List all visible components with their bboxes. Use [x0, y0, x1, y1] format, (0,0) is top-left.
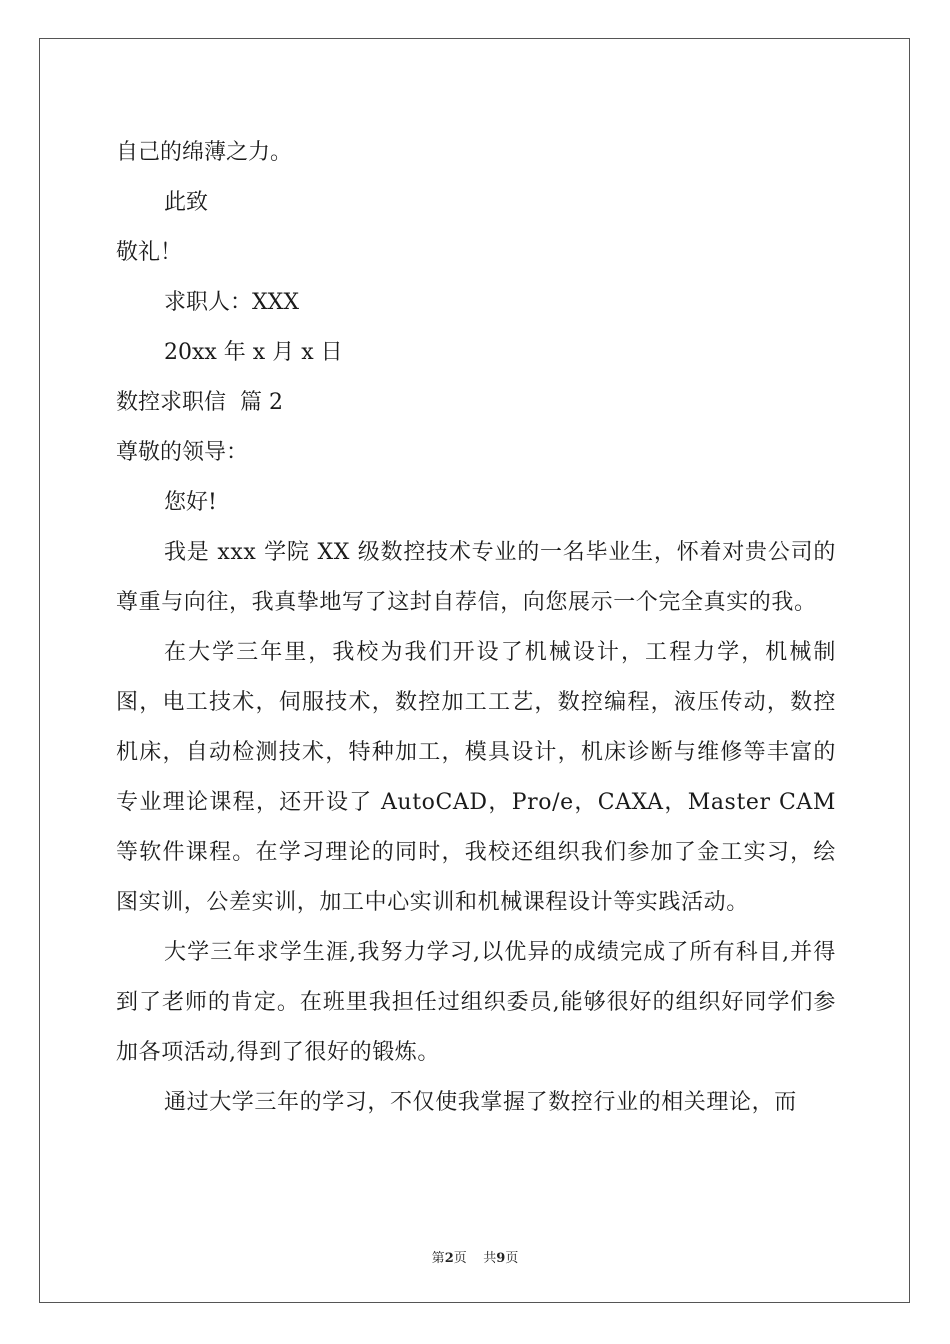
- document-body: [116, 128, 836, 1128]
- page-current: 2: [444, 1251, 454, 1266]
- body-paragraph: 通过大学三年的学习，不仅使我掌握了数控行业的相关理论，而: [164, 1090, 797, 1115]
- section-title: 数控求职信 篇 2: [116, 390, 283, 415]
- letter-date: 20xx 年 x 月 x 日: [164, 340, 343, 365]
- body-paragraph: 在大学三年里，我校为我们开设了机械设计，工程力学，机械制图，电工技术，伺服技术，数控加工工艺，数控编程，液压传动，数控机床，自动检测技术，特种加工，模具设计，机床诊断与维修等丰富的专业理论课程，还开设了 AutoCAD，Pro/e，CAXA，Master CAM 等软件课程。在学习理论的同时，我校还组织我们参加了金工实习，绘图实训，公差实训，加工中心实训和机械课程设计等实践活动。: [116, 640, 836, 915]
- body-paragraph: 大学三年求学生涯,我努力学习,以优异的成绩完成了所有科目,并得到了老师的肯定。在班里我担任过组织委员,能够很好的组织好同学们参加各项活动,得到了很好的锻炼。: [116, 940, 836, 1065]
- salutation-line-2: 敬礼！: [116, 240, 183, 265]
- applicant-signature: 求职人：XXX: [164, 290, 299, 315]
- greeting-hello: 您好!: [164, 490, 217, 515]
- salutation-line-1: 此致: [164, 190, 209, 215]
- greeting-to: 尊敬的领导：: [116, 440, 249, 465]
- page-mid: 页 共: [453, 1251, 497, 1266]
- page-footer: [0, 1247, 950, 1266]
- page-total: 9: [496, 1251, 506, 1266]
- page-suffix: 页: [505, 1251, 519, 1266]
- page-prefix: 第: [431, 1251, 445, 1266]
- closing-line: 自己的绵薄之力。: [116, 140, 293, 165]
- body-paragraph: 我是 xxx 学院 XX 级数控技术专业的一名毕业生，怀着对贵公司的尊重与向往，我真挚地写了这封自荐信，向您展示一个完全真实的我。: [116, 540, 836, 615]
